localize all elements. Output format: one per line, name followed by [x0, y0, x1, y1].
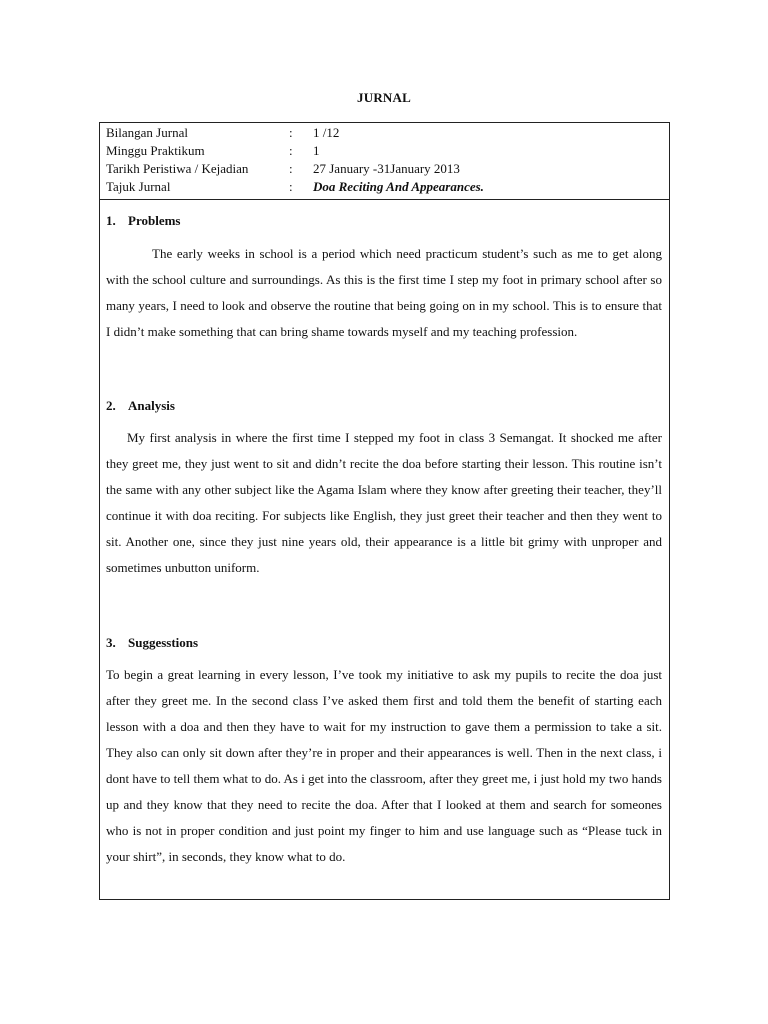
section-heading-analysis	[106, 398, 175, 414]
meta-colon: :	[289, 143, 293, 158]
section-number: 2.	[106, 398, 116, 413]
meta-row-tajuk	[100, 178, 669, 196]
journal-meta	[100, 123, 669, 200]
meta-value-title: Doa Reciting And Appearances.	[313, 179, 484, 194]
journal-table	[99, 122, 670, 900]
meta-label: Tarikh Peristiwa / Kejadian	[106, 161, 249, 176]
section-body-analysis: My first analysis in where the first time I stepped my foot in class 3 Semangat. It shocked me after they greet me, they just went to sit and didn’t recite the doa before starting their lesson. This routine isn’t the same with any other subject like the Agama Islam where they know after greeting their teacher, they’ll continue it with doa reciting. For subjects like English, they just greet their teacher and then they went to sit. Another one, since they just nine years old, their appearance is a little bit grimy with unproper and sometimes unbutton uniform.	[106, 430, 662, 575]
section-heading-text: Analysis	[128, 398, 175, 413]
meta-value: 1 /12	[313, 125, 340, 140]
meta-label: Tajuk Jurnal	[106, 179, 171, 194]
section-heading-text: Problems	[128, 213, 181, 228]
page-title: JURNAL	[357, 90, 411, 105]
meta-row-bilangan	[100, 124, 669, 142]
meta-row-tarikh	[100, 160, 669, 178]
meta-colon: :	[289, 161, 293, 176]
section-body-suggestions: To begin a great learning in every lesson, I’ve took my initiative to ask my pupils to recite the doa just after they greet me. In the second class I’ve asked them first and told them the benefit of starting each lesson with a doa and then they have to wait for my instruction to gave them a permission to take a sit. They also can only sit down after they’re in proper and their appearances is well. Then in the next class, i dont have to tell them what to do. As i get into the classroom, after they greet me, i just hold my two hands up and they know that they need to recite the doa. After that I looked at them and search for someones who is not in proper condition and just point my finger to him and use language such as “Please tuck in your shirt”, in seconds, they know what to do.	[106, 667, 662, 864]
section-heading-suggestions	[106, 635, 198, 651]
meta-label: Bilangan Jurnal	[106, 125, 188, 140]
meta-colon: :	[289, 125, 293, 140]
meta-value: 27 January -31January 2013	[313, 161, 460, 176]
section-heading-problems	[106, 213, 180, 229]
meta-value: 1	[313, 143, 320, 158]
meta-colon: :	[289, 179, 293, 194]
meta-row-minggu	[100, 142, 669, 160]
section-heading-text: Suggesstions	[128, 635, 199, 650]
section-body-problems: The early weeks in school is a period which need practicum student’s such as me to get along with the school culture and surroundings. As this is the first time I step my foot in primary school after so many years, I need to look and observe the routine that being going on in my school. This is to ensure that I didn’t make something that can bring shame towards myself and my teaching profession.	[106, 246, 662, 339]
section-number: 1.	[106, 213, 116, 228]
section-number: 3.	[106, 635, 116, 650]
meta-label: Minggu Praktikum	[106, 143, 205, 158]
